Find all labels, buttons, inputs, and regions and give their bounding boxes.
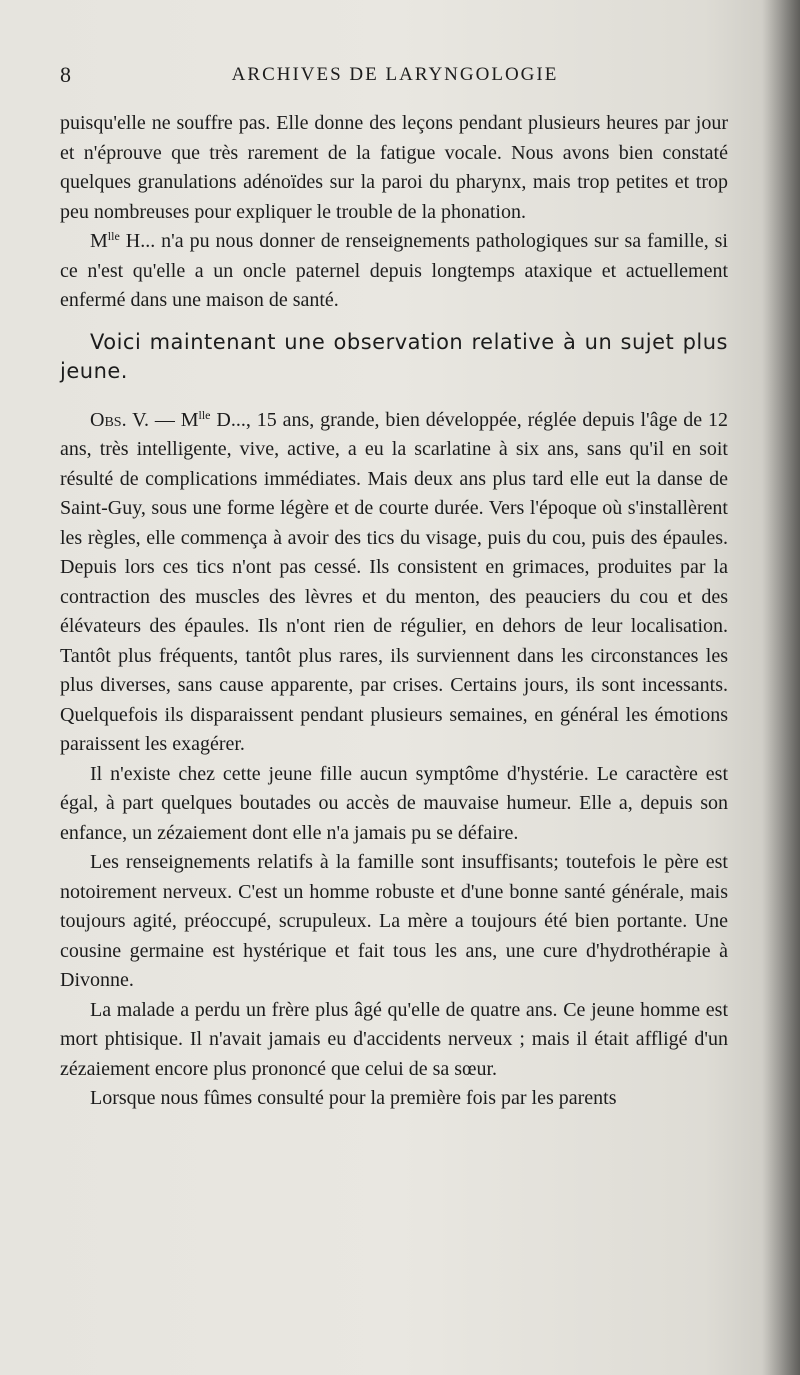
page-header bbox=[60, 62, 730, 92]
paragraph-hysteria: Il n'existe chez cette jeune fille aucun symptôme d'hystérie. Le caractère est égal, à part quelques boutades ou accès de mauvaise humeur. Elle a, depuis son enfance, un zézaiement dont elle n'a jamais pu se défaire. bbox=[60, 762, 728, 844]
observation-lle: lle bbox=[198, 407, 211, 422]
paragraph-2-text: H... n'a pu nous donner de renseignements pathologiques sur sa famille, si ce n'est qu'elle a un oncle paternel depuis longtemps ataxique et actuellement enfermé dans une maison de santé. bbox=[60, 230, 728, 311]
observation-dash: — M bbox=[148, 408, 199, 431]
page-number: 8 bbox=[60, 62, 71, 87]
body-text bbox=[60, 109, 728, 1114]
observation-label: Obs. V. bbox=[90, 408, 149, 431]
title-m: M bbox=[90, 230, 108, 252]
paragraph-observation-v bbox=[60, 406, 728, 760]
paragraph-intro-observation: Voici maintenant une observation relative à un sujet plus jeune. bbox=[60, 329, 728, 383]
observation-text: D..., 15 ans, grande, bien développée, réglée depuis l'âge de 12 ans, très intelligente, vive, active, a eu la scarlatine à six ans, sans qu'il en soit résulté de complications immédiates. Mais deux ans plus tard elle eut la danse de Saint-Guy, sous une forme légère et de courte durée. Vers l'époque où s'installèrent les règles, elle commença à avoir des tics du visage, puis du cou, puis des épaules. Depuis lors ces tics n'ont pas cessé. Ils consistent en grimaces, produites par la contraction des muscles des lèvres et du menton, des peauciers du cou et des élévateurs des épaules. Ils n'ont rien de régulier, en dehors de leur localisation. Tantôt plus fréquents, tantôt plus rares, ils surviennent dans les circonstances les plus diverses, sans cause apparente, par crises. Certains jours, ils sont incessants. Quelquefois ils disparaissent pendant plusieurs semaines, en général les émotions paraissent les exagérer. bbox=[60, 408, 728, 755]
paragraph-2 bbox=[60, 227, 728, 316]
paragraph-1: puisqu'elle ne souffre pas. Elle donne des leçons pendant plusieurs heures par jour et n'éprouve que très rarement de la fatigue vocale. Nous avons bien constaté quelques granulations adénoïdes sur la paroi du pharynx, mais trop petites et trop peu nombreuses pour expliquer le trouble de la phonation. bbox=[60, 112, 728, 223]
paragraph-consultation: Lorsque nous fûmes consulté pour la première fois par les parents bbox=[90, 1087, 617, 1109]
page-edge-shadow bbox=[762, 0, 800, 1375]
paragraph-brother: La malade a perdu un frère plus âgé qu'elle de quatre ans. Ce jeune homme est mort phtisique. Il n'avait jamais eu d'accidents nerveux ; mais il était affligé d'un zézaiement encore plus prononcé que celui de sa sœur. bbox=[60, 998, 728, 1080]
running-title: ARCHIVES DE LARYNGOLOGIE bbox=[231, 64, 559, 85]
title-lle: lle bbox=[107, 229, 120, 243]
paragraph-family: Les renseignements relatifs à la famille sont insuffisants; toutefois le père est notoirement nerveux. C'est un homme robuste et d'une bonne santé générale, mais toujours agité, préoccupé, scrupuleux. La mère a toujours été bien portante. Une cousine germaine est hystérique et fait tous les ans, une cure d'hydrothérapie à Divonne. bbox=[60, 851, 728, 991]
